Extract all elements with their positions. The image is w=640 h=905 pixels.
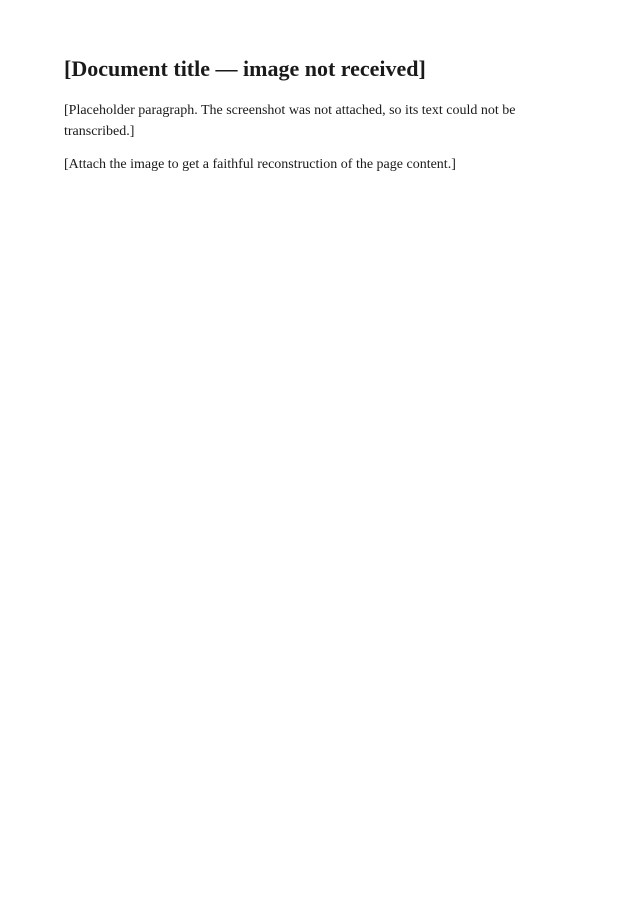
paragraph: [Attach the image to get a faithful reconstruction of the page content.] — [64, 157, 456, 172]
paragraph: [Placeholder paragraph. The screenshot was not attached, so its text could not be transcribed.] — [64, 103, 516, 139]
document-title: [Document title — image not received] — [64, 56, 426, 81]
